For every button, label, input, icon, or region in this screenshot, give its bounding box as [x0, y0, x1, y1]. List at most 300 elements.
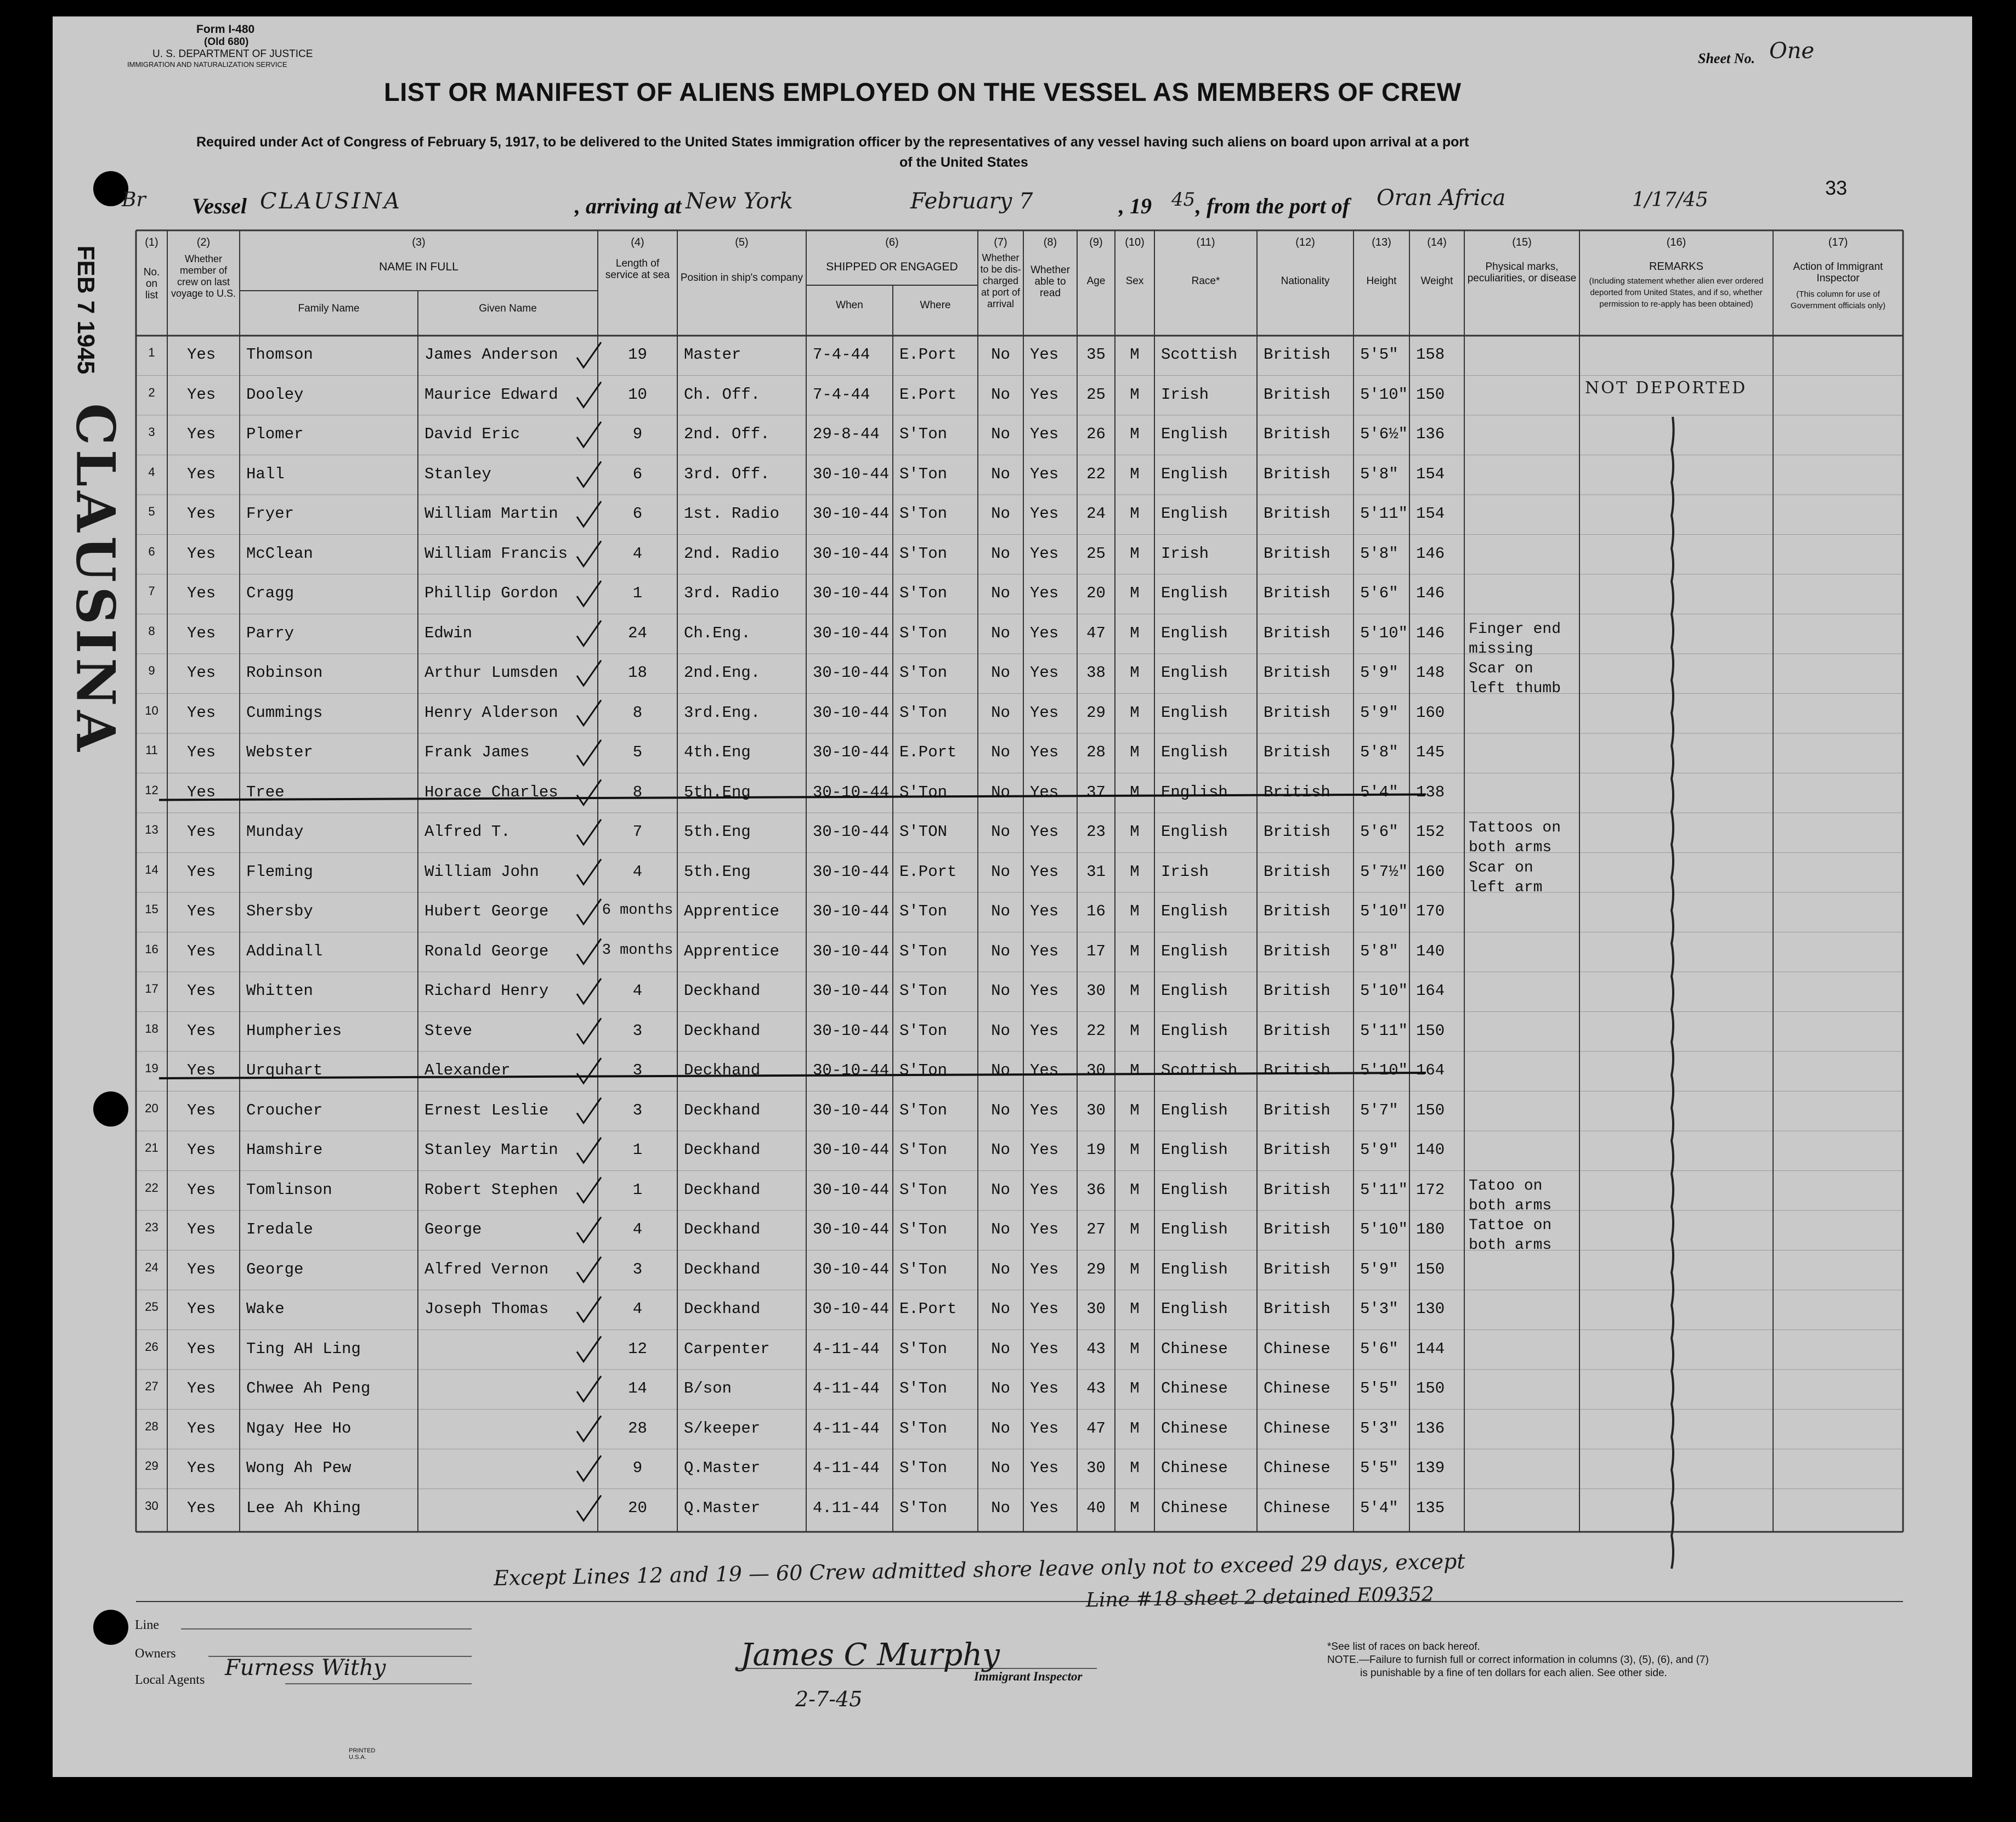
- header-discharged: Whether to be dis-charged at port of arrival: [980, 252, 1021, 309]
- cell-physical-marks: Tatoo on both arms: [1469, 1177, 1552, 1214]
- cell-service: 4: [632, 544, 643, 563]
- penalty-note-2: is punishable by a fine of ten dollars for each alien. See other side.: [1360, 1667, 1667, 1679]
- cell-yes: Yes: [187, 1021, 216, 1040]
- cell-height: 5'8": [1360, 942, 1398, 960]
- cell-height: 5'9": [1360, 664, 1398, 682]
- cell-age: 23: [1086, 823, 1106, 841]
- cell-height: 5'8": [1360, 544, 1398, 563]
- column-number: (11): [1196, 236, 1215, 248]
- cell-service: 20: [628, 1498, 647, 1517]
- cell-sex: M: [1130, 425, 1140, 443]
- cell-no: 29: [145, 1459, 158, 1473]
- cell-sex: M: [1130, 783, 1140, 801]
- cell-given: Alfred T.: [424, 823, 511, 841]
- cell-age: 43: [1086, 1339, 1106, 1358]
- header-last-voyage: Whether member of crew on last voyage to U.S.: [171, 253, 236, 299]
- cell-discharged: No: [991, 1021, 1010, 1040]
- cell-weight: 136: [1416, 425, 1445, 443]
- header-where: Where: [920, 299, 951, 311]
- cell-age: 17: [1086, 942, 1106, 960]
- cell-where: S'Ton: [899, 1061, 948, 1079]
- cell-when: 30-10-44: [813, 942, 890, 960]
- cell-position: Deckhand: [684, 1061, 761, 1079]
- cell-no: 13: [145, 823, 158, 836]
- cell-age: 38: [1086, 664, 1106, 682]
- cell-service: 1: [632, 1180, 643, 1199]
- cell-family: Ngay Hee Ho: [246, 1419, 352, 1438]
- cell-yes: Yes: [187, 1260, 216, 1278]
- cell-family: Addinall: [246, 942, 323, 960]
- cell-age: 31: [1086, 862, 1106, 881]
- cell-discharged: No: [991, 1260, 1010, 1278]
- cell-discharged: No: [991, 1061, 1010, 1079]
- cell-family: Webster: [246, 743, 313, 761]
- cell-weight: 154: [1416, 465, 1445, 483]
- sheet-label: Sheet No.: [1698, 50, 1755, 66]
- cell-family: Wake: [246, 1300, 285, 1318]
- cell-race: English: [1161, 1180, 1228, 1199]
- cell-service: 4: [632, 1300, 643, 1318]
- cell-where: S'Ton: [899, 465, 948, 483]
- header-remarks-note: (Including statement whether alien ever ordered deported from United States, and if so, whether permission to re-apply has been obtained): [1589, 276, 1764, 309]
- cell-age: 19: [1086, 1141, 1106, 1159]
- cell-race: Chinese: [1161, 1339, 1228, 1358]
- cell-no: 20: [145, 1101, 158, 1115]
- cell-when: 30-10-44: [813, 1021, 890, 1040]
- cell-sex: M: [1130, 1260, 1140, 1278]
- cell-age: 29: [1086, 1260, 1106, 1278]
- cell-nationality: British: [1264, 1061, 1330, 1079]
- cell-age: 30: [1086, 1101, 1106, 1119]
- cell-race: English: [1161, 703, 1228, 722]
- cell-nationality: British: [1264, 624, 1330, 642]
- cell-discharged: No: [991, 664, 1010, 682]
- cell-height: 5'10": [1360, 982, 1408, 1000]
- cell-weight: 135: [1416, 1498, 1445, 1517]
- cell-family: Iredale: [246, 1220, 313, 1238]
- cell-position: Carpenter: [684, 1339, 770, 1358]
- cell-discharged: No: [991, 425, 1010, 443]
- cell-given: Alexander: [424, 1061, 511, 1079]
- cell-weight: 146: [1416, 624, 1445, 642]
- cell-position: Deckhand: [684, 1101, 761, 1119]
- cell-service: 4: [632, 982, 643, 1000]
- cell-nationality: British: [1264, 902, 1330, 920]
- cell-height: 5'3": [1360, 1300, 1398, 1318]
- cell-where: S'Ton: [899, 982, 948, 1000]
- cell-sex: M: [1130, 942, 1140, 960]
- cell-read: Yes: [1030, 1260, 1059, 1278]
- cell-given: Stanley Martin: [424, 1141, 558, 1159]
- cell-family: Fryer: [246, 505, 295, 523]
- cell-yes: Yes: [187, 902, 216, 920]
- cell-read: Yes: [1030, 664, 1059, 682]
- cell-read: Yes: [1030, 1300, 1059, 1318]
- cell-discharged: No: [991, 624, 1010, 642]
- cell-family: Lee Ah Khing: [246, 1498, 361, 1517]
- cell-discharged: No: [991, 1101, 1010, 1119]
- cell-position: Deckhand: [684, 1220, 761, 1238]
- cell-nationality: Chinese: [1264, 1459, 1330, 1477]
- cell-position: 3rd.Eng.: [684, 703, 761, 722]
- cell-discharged: No: [991, 465, 1010, 483]
- cell-race: English: [1161, 783, 1228, 801]
- cell-given: William Martin: [424, 505, 558, 523]
- cell-position: Master: [684, 346, 741, 364]
- cell-no: 14: [145, 862, 158, 876]
- cell-position: S/keeper: [684, 1419, 761, 1438]
- cell-position: Deckhand: [684, 982, 761, 1000]
- cell-sex: M: [1130, 703, 1140, 722]
- cell-height: 5'5": [1360, 1459, 1398, 1477]
- cell-weight: 144: [1416, 1339, 1445, 1358]
- cell-discharged: No: [991, 982, 1010, 1000]
- cell-sex: M: [1130, 1498, 1140, 1517]
- cell-where: S'Ton: [899, 1101, 948, 1119]
- cell-when: 4-11-44: [813, 1379, 880, 1397]
- cell-when: 30-10-44: [813, 584, 890, 602]
- column-number: (13): [1372, 236, 1391, 248]
- cell-given: Henry Alderson: [424, 703, 558, 722]
- cell-where: E.Port: [899, 743, 957, 761]
- cell-position: 5th.Eng: [684, 823, 751, 841]
- cell-when: 29-8-44: [813, 425, 880, 443]
- cell-family: Tree: [246, 783, 285, 801]
- cell-read: Yes: [1030, 783, 1059, 801]
- cell-nationality: British: [1264, 544, 1330, 563]
- cell-when: 30-10-44: [813, 1141, 890, 1159]
- cell-no: 5: [148, 505, 155, 518]
- cell-race: English: [1161, 1141, 1228, 1159]
- cell-nationality: British: [1264, 743, 1330, 761]
- cell-where: S'Ton: [899, 1459, 948, 1477]
- cell-service: 3: [632, 1260, 643, 1278]
- cell-race: English: [1161, 902, 1228, 920]
- cell-when: 30-10-44: [813, 743, 890, 761]
- form-subtitle-2: of the United States: [899, 155, 1028, 170]
- cell-family: Fleming: [246, 862, 313, 881]
- cell-height: 5'4": [1360, 1498, 1398, 1517]
- cell-service: 1: [632, 584, 643, 602]
- cell-position: Apprentice: [684, 942, 780, 960]
- cell-given: Richard Henry: [424, 982, 549, 1000]
- cell-discharged: No: [991, 505, 1010, 523]
- cell-read: Yes: [1030, 823, 1059, 841]
- cell-race: Chinese: [1161, 1419, 1228, 1438]
- cell-read: Yes: [1030, 544, 1059, 563]
- cell-position: 2nd. Radio: [684, 544, 780, 563]
- ditto-line: [1672, 417, 1674, 1569]
- cell-nationality: British: [1264, 703, 1330, 722]
- cell-when: 30-10-44: [813, 1061, 890, 1079]
- cell-position: Deckhand: [684, 1300, 761, 1318]
- cell-read: Yes: [1030, 584, 1059, 602]
- header-family-name: Family Name: [298, 303, 360, 314]
- cell-no: 18: [145, 1021, 158, 1036]
- cell-sex: M: [1130, 823, 1140, 841]
- cell-sex: M: [1130, 1180, 1140, 1199]
- cell-where: E.Port: [899, 1300, 957, 1318]
- cell-nationality: British: [1264, 664, 1330, 682]
- cell-family: Thomson: [246, 346, 313, 364]
- arriving-label: , arriving at: [575, 194, 682, 218]
- cell-nationality: British: [1264, 346, 1330, 364]
- column-number: (15): [1512, 236, 1532, 248]
- cell-read: Yes: [1030, 1459, 1059, 1477]
- cell-service: 8: [632, 703, 643, 722]
- cell-where: S'Ton: [899, 942, 948, 960]
- cell-nationality: British: [1264, 1180, 1330, 1199]
- cell-age: 36: [1086, 1180, 1106, 1199]
- cell-discharged: No: [991, 1419, 1010, 1438]
- cell-age: 16: [1086, 902, 1106, 920]
- cell-no: 11: [145, 743, 158, 757]
- cell-where: S'Ton: [899, 902, 948, 920]
- cell-where: S'Ton: [899, 1379, 948, 1397]
- cell-age: 30: [1086, 1061, 1106, 1079]
- cell-where: S'Ton: [899, 1220, 948, 1238]
- cell-yes: Yes: [187, 1459, 216, 1477]
- cell-yes: Yes: [187, 1498, 216, 1517]
- cell-yes: Yes: [187, 465, 216, 483]
- cell-given: David Eric: [424, 425, 520, 443]
- header-position: Position in ship's company: [680, 272, 803, 284]
- cell-no: 8: [148, 624, 155, 638]
- cell-family: Wong Ah Pew: [246, 1459, 352, 1477]
- cell-height: 5'7": [1360, 1101, 1398, 1119]
- cell-where: S'Ton: [899, 1260, 948, 1278]
- cell-weight: 170: [1416, 902, 1445, 920]
- cell-family: Munday: [246, 823, 304, 841]
- cell-weight: 158: [1416, 346, 1445, 364]
- cell-height: 5'6½": [1360, 425, 1408, 443]
- cell-read: Yes: [1030, 1061, 1059, 1079]
- cell-discharged: No: [991, 385, 1010, 404]
- cell-race: English: [1161, 982, 1228, 1000]
- cell-physical-marks: Scar on left thumb: [1469, 660, 1561, 697]
- inspector-label: Immigrant Inspector: [974, 1670, 1083, 1683]
- cell-nationality: British: [1264, 1141, 1330, 1159]
- cell-sex: M: [1130, 862, 1140, 881]
- cell-yes: Yes: [187, 664, 216, 682]
- inspector-signature: James C Murphy: [740, 1637, 1000, 1673]
- cell-discharged: No: [991, 544, 1010, 563]
- cell-no: 15: [145, 902, 158, 916]
- cell-yes: Yes: [187, 783, 216, 801]
- cell-where: S'Ton: [899, 1021, 948, 1040]
- cell-discharged: No: [991, 1141, 1010, 1159]
- cell-weight: 164: [1416, 982, 1445, 1000]
- cell-height: 5'6": [1360, 584, 1398, 602]
- cell-read: Yes: [1030, 1101, 1059, 1119]
- cell-weight: 140: [1416, 942, 1445, 960]
- cell-where: S'Ton: [899, 584, 948, 602]
- cell-nationality: British: [1264, 942, 1330, 960]
- cell-when: 30-10-44: [813, 664, 890, 682]
- cell-yes: Yes: [187, 1061, 216, 1079]
- department-name: U. S. DEPARTMENT OF JUSTICE: [152, 48, 313, 60]
- cell-sex: M: [1130, 982, 1140, 1000]
- cell-yes: Yes: [187, 1220, 216, 1238]
- header-sex: Sex: [1125, 275, 1144, 287]
- cell-yes: Yes: [187, 385, 216, 404]
- cell-yes: Yes: [187, 544, 216, 563]
- cell-no: 6: [148, 544, 155, 558]
- cell-race: English: [1161, 425, 1228, 443]
- strikethrough-line: [159, 794, 1426, 800]
- header-length-service: Length of service at sea: [605, 258, 670, 281]
- cell-no: 2: [148, 385, 155, 399]
- cell-family: Whitten: [246, 982, 313, 1000]
- column-number: (9): [1089, 236, 1103, 248]
- cell-family: Plomer: [246, 425, 304, 443]
- owners-label: Owners: [135, 1646, 176, 1661]
- cell-nationality: British: [1264, 1260, 1330, 1278]
- cell-when: 30-10-44: [813, 783, 890, 801]
- departure-date: 1/17/45: [1632, 189, 1708, 211]
- cell-position: Q.Master: [684, 1498, 761, 1517]
- cell-yes: Yes: [187, 1141, 216, 1159]
- cell-race: Irish: [1161, 385, 1209, 404]
- cell-given: George: [424, 1220, 482, 1238]
- cell-when: 30-10-44: [813, 1180, 890, 1199]
- cell-sex: M: [1130, 1300, 1140, 1318]
- cell-family: Cragg: [246, 584, 295, 602]
- cell-no: 27: [145, 1379, 158, 1393]
- cell-given: Frank James: [424, 743, 530, 761]
- vessel-prefix: Br: [122, 189, 146, 211]
- cell-weight: 180: [1416, 1220, 1445, 1238]
- form-title: LIST OR MANIFEST OF ALIENS EMPLOYED ON THE VESSEL AS MEMBERS OF CREW: [384, 77, 1462, 106]
- cell-read: Yes: [1030, 743, 1059, 761]
- cell-service: 14: [628, 1379, 647, 1397]
- cell-height: 5'7½": [1360, 862, 1408, 881]
- local-agents-value: Furness Withy: [225, 1655, 386, 1680]
- cell-weight: 150: [1416, 1260, 1445, 1278]
- cell-physical-marks: Tattoe on both arms: [1469, 1217, 1552, 1254]
- from-port-label: , from the port of: [1196, 194, 1350, 218]
- cell-position: 3rd. Off.: [684, 465, 770, 483]
- cell-sex: M: [1130, 505, 1140, 523]
- cell-given: Alfred Vernon: [424, 1260, 549, 1278]
- cell-height: 5'5": [1360, 1379, 1398, 1397]
- cell-yes: Yes: [187, 1419, 216, 1438]
- cell-weight: 146: [1416, 584, 1445, 602]
- cell-no: 26: [145, 1339, 158, 1354]
- cell-yes: Yes: [187, 505, 216, 523]
- cell-age: 37: [1086, 783, 1106, 801]
- cell-race: English: [1161, 1101, 1228, 1119]
- cell-no: 17: [145, 982, 158, 995]
- cell-weight: 172: [1416, 1180, 1445, 1199]
- cell-discharged: No: [991, 703, 1010, 722]
- cell-yes: Yes: [187, 982, 216, 1000]
- cell-yes: Yes: [187, 1101, 216, 1119]
- cell-weight: 130: [1416, 1300, 1445, 1318]
- cell-when: 30-10-44: [813, 1300, 890, 1318]
- cell-height: 5'8": [1360, 465, 1398, 483]
- cell-race: English: [1161, 584, 1228, 602]
- cell-height: 5'9": [1360, 1141, 1398, 1159]
- cell-family: Urquhart: [246, 1061, 323, 1079]
- cell-sex: M: [1130, 902, 1140, 920]
- cell-when: 30-10-44: [813, 823, 890, 841]
- cell-weight: 138: [1416, 783, 1445, 801]
- cell-height: 5'5": [1360, 346, 1398, 364]
- cell-nationality: British: [1264, 385, 1330, 404]
- cell-when: 30-10-44: [813, 902, 890, 920]
- cell-position: Ch. Off.: [684, 385, 761, 404]
- cell-family: George: [246, 1260, 304, 1278]
- cell-no: 3: [148, 425, 155, 439]
- sheet-value: One: [1769, 38, 1815, 64]
- cell-race: English: [1161, 465, 1228, 483]
- cell-read: Yes: [1030, 982, 1059, 1000]
- cell-given: Arthur Lumsden: [424, 664, 558, 682]
- cell-when: 4.11-44: [813, 1498, 880, 1517]
- cell-where: S'Ton: [899, 703, 948, 722]
- cell-where: S'Ton: [899, 783, 948, 801]
- date-stamp: FEB 7 1945: [72, 245, 99, 375]
- cell-nationality: British: [1264, 783, 1330, 801]
- column-number: (5): [735, 236, 749, 248]
- cell-family: Parry: [246, 624, 295, 642]
- cell-race: English: [1161, 664, 1228, 682]
- cell-read: Yes: [1030, 505, 1059, 523]
- cell-age: 27: [1086, 1220, 1106, 1238]
- header-remarks: REMARKS: [1649, 261, 1703, 273]
- cell-when: 30-10-44: [813, 1101, 890, 1119]
- cell-service: 1: [632, 1141, 643, 1159]
- cell-service: 6: [632, 465, 643, 483]
- cell-service: 10: [628, 385, 647, 404]
- cell-service: 4: [632, 1220, 643, 1238]
- cell-age: 30: [1086, 1300, 1106, 1318]
- cell-nationality: British: [1264, 584, 1330, 602]
- line-label: Line: [135, 1618, 159, 1632]
- cell-where: E.Port: [899, 385, 957, 404]
- cell-age: 47: [1086, 1419, 1106, 1438]
- cell-read: Yes: [1030, 346, 1059, 364]
- column-number: (12): [1295, 236, 1315, 248]
- cell-given: Stanley: [424, 465, 491, 483]
- cell-weight: 136: [1416, 1419, 1445, 1438]
- cell-sex: M: [1130, 1339, 1140, 1358]
- cell-where: S'Ton: [899, 664, 948, 682]
- cell-service: 3 months: [602, 942, 673, 959]
- cell-service: 7: [632, 823, 643, 841]
- header-weight: Weight: [1420, 275, 1453, 287]
- cell-height: 5'10": [1360, 1061, 1408, 1079]
- cell-sex: M: [1130, 1379, 1140, 1397]
- cell-race: English: [1161, 1220, 1228, 1238]
- cell-no: 1: [148, 346, 155, 359]
- cell-where: S'Ton: [899, 1419, 948, 1438]
- column-number: (2): [196, 236, 211, 248]
- cell-weight: 164: [1416, 1061, 1445, 1079]
- cell-read: Yes: [1030, 1180, 1059, 1199]
- cell-weight: 150: [1416, 1021, 1445, 1040]
- cell-height: 5'9": [1360, 703, 1398, 722]
- cell-race: Chinese: [1161, 1379, 1228, 1397]
- cell-position: Deckhand: [684, 1180, 761, 1199]
- cell-family: Tomlinson: [246, 1180, 332, 1199]
- header-race: Race*: [1191, 275, 1220, 287]
- cell-read: Yes: [1030, 1141, 1059, 1159]
- cell-age: 35: [1086, 346, 1106, 364]
- cell-sex: M: [1130, 1419, 1140, 1438]
- cell-service: 18: [628, 664, 647, 682]
